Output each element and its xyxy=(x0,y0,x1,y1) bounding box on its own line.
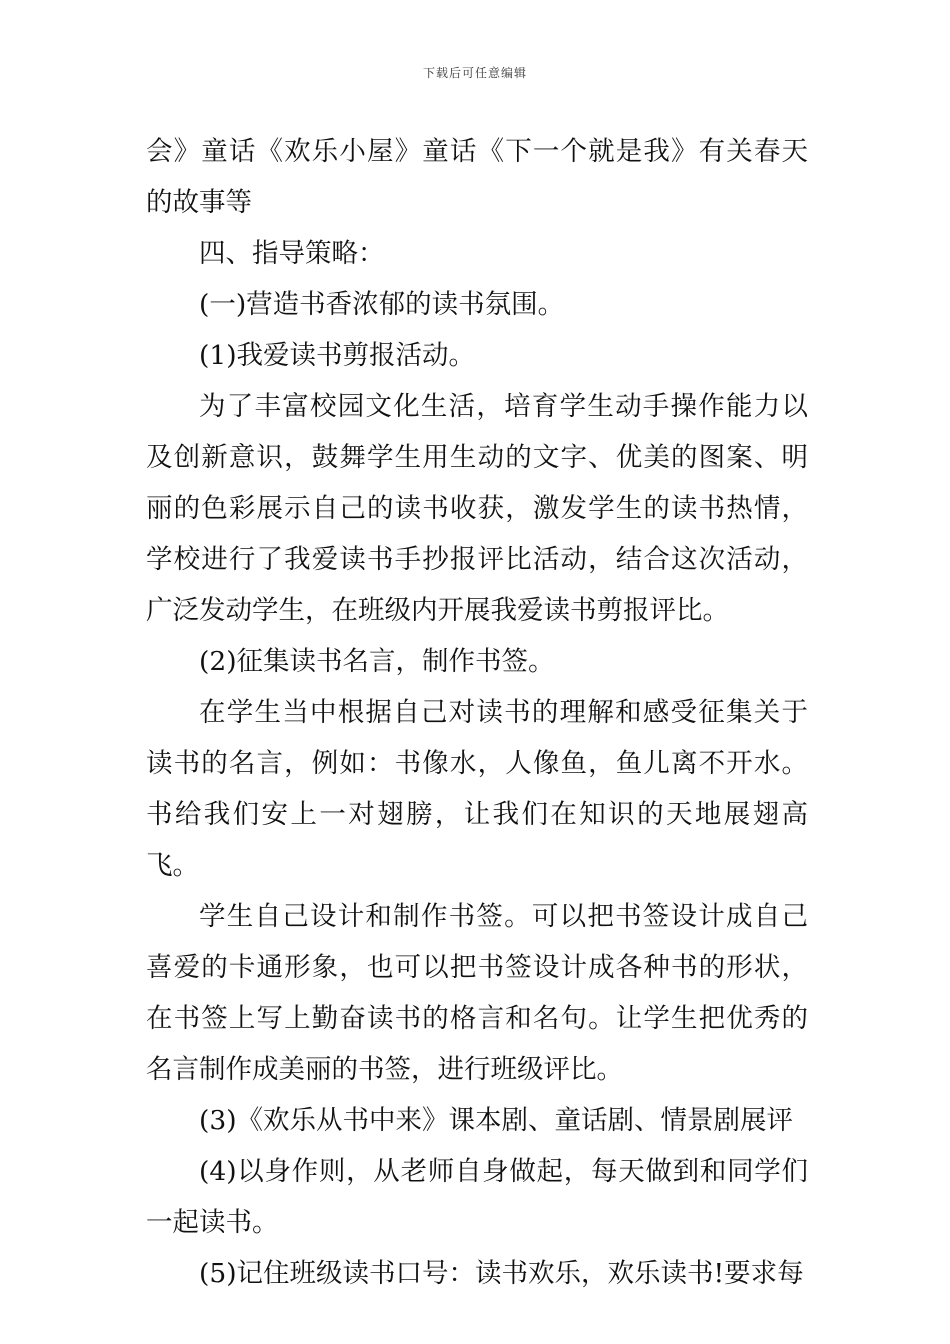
item-heading-clipping-activity: (1)我爱读书剪报活动。 xyxy=(199,340,476,371)
page-header-note: 下载后可任意编辑 xyxy=(422,66,527,80)
item-heading-bookmarks: (2)征集读书名言，制作书签。 xyxy=(199,646,555,677)
document-body xyxy=(146,126,808,1299)
section-heading-guidance-strategy: 四、指导策略： xyxy=(199,238,385,269)
subsection-heading-reading-atmosphere: (一)营造书香浓郁的读书氛围。 xyxy=(199,289,565,320)
paragraph-continuation: 会》童话《欢乐小屋》童话《下一个就是我》有关春天的故事等 xyxy=(146,136,808,218)
paragraph-reading-quotes: 在学生当中根据自己对读书的理解和感受征集关于读书的名言，例如：书像水，人像鱼，鱼儿离不开水。书给我们安上一对翅膀，让我们在知识的天地展翅高飞。 xyxy=(146,697,808,881)
item-heading-drama-review: (3)《欢乐从书中来》课本剧、童话剧、情景剧展评 xyxy=(199,1105,794,1136)
paragraph-bookmark-design: 学生自己设计和制作书签。可以把书签设计成自己喜爱的卡通形象，也可以把书签设计成各种书的形状，在书签上写上勤奋读书的格言和名句。让学生把优秀的名言制作成美丽的书签，进行班级评比。 xyxy=(146,901,808,1085)
item-heading-class-slogan: (5)记住班级读书口号：读书欢乐，欢乐读书!要求每 xyxy=(199,1258,804,1289)
paragraph-clipping-activity: 为了丰富校园文化生活，培育学生动手操作能力以及创新意识，鼓舞学生用生动的文字、优美的图案、明丽的色彩展示自己的读书收获，激发学生的读书热情，学校进行了我爱读书手抄报评比活动，结合这次活动，广泛发动学生，在班级内开展我爱读书剪报评比。 xyxy=(146,391,808,626)
item-heading-lead-by-example: (4)以身作则，从老师自身做起，每天做到和同学们一起读书。 xyxy=(146,1156,808,1238)
